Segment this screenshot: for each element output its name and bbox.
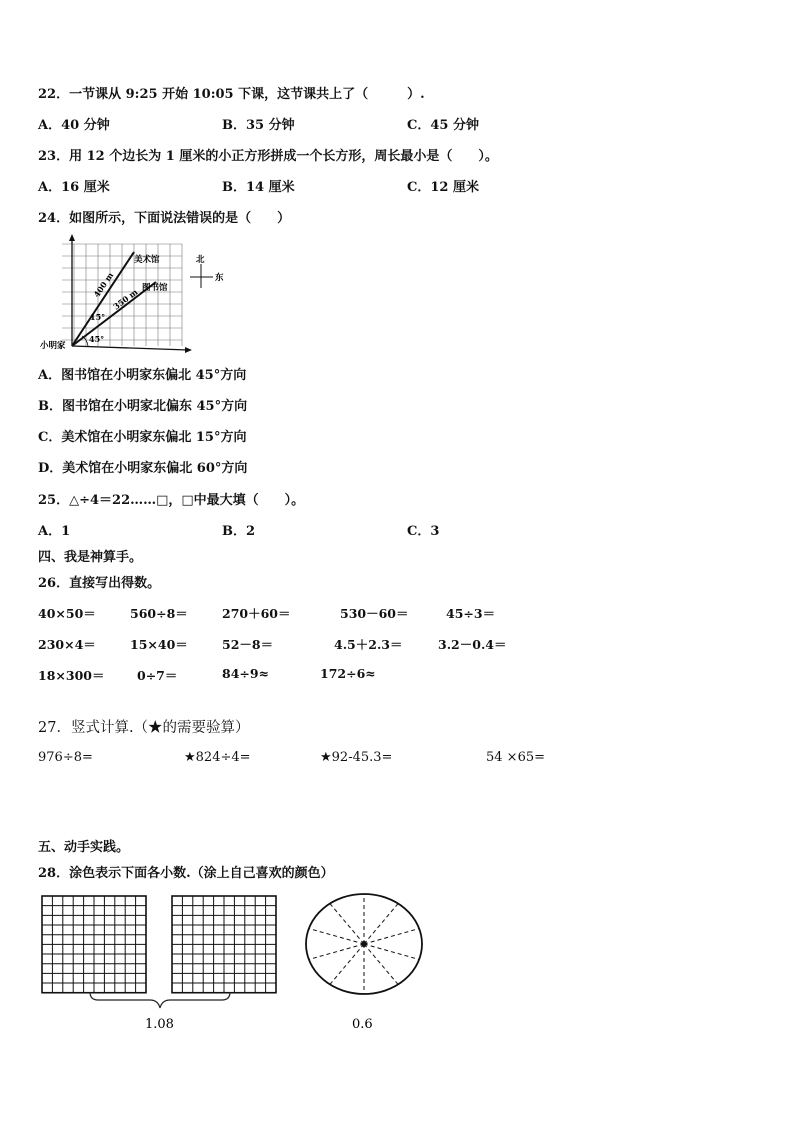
circle-spoke bbox=[364, 944, 419, 959]
museum-label: 美术馆 bbox=[134, 255, 160, 265]
calc-item: 45÷3＝ bbox=[446, 606, 496, 621]
circle-spoke bbox=[330, 944, 364, 984]
vertical-calc-item: 54 ×65= bbox=[486, 750, 546, 765]
compass-north-label: 北 bbox=[196, 255, 205, 265]
library-label: 图书馆 bbox=[142, 283, 168, 293]
angle-arc-large bbox=[86, 340, 88, 346]
calc-item: 15×40＝ bbox=[130, 637, 188, 652]
circle-spoke bbox=[330, 904, 364, 944]
home-label: 小明家 bbox=[40, 341, 66, 351]
brace bbox=[90, 992, 230, 1008]
q23-stem: 23．用 12 个边长为 1 厘米的小正方形拼成一个长方形，周长最小是（ ）。 bbox=[38, 149, 498, 164]
calc-item: 0÷7＝ bbox=[137, 668, 178, 683]
vertical-calc-item: ★92-45.3= bbox=[320, 750, 393, 765]
dist-museum-label: 400 m bbox=[91, 270, 116, 300]
q22-option-b[interactable]: B．35 分钟 bbox=[222, 118, 295, 133]
q25-option-c[interactable]: C．3 bbox=[407, 524, 440, 539]
vertical-calc-item: ★824÷4= bbox=[184, 750, 251, 765]
q25-stem: 25．△÷4＝22……□，□中最大填（ ）。 bbox=[38, 493, 305, 508]
q22-option-c[interactable]: C．45 分钟 bbox=[407, 118, 479, 133]
grid-right[interactable] bbox=[172, 896, 276, 993]
q28-stem: 28．涂色表示下面各小数.（涂上自己喜欢的颜色） bbox=[38, 866, 334, 881]
q24-stem: 24．如图所示，下面说法错误的是（ ） bbox=[38, 211, 291, 226]
calc-item: 560÷8＝ bbox=[130, 606, 188, 621]
vertical-calc-item: 976÷8= bbox=[38, 750, 93, 765]
q27-stem: 27．竖式计算.（★的需要验算） bbox=[38, 720, 250, 736]
q22-option-a[interactable]: A．40 分钟 bbox=[38, 118, 110, 133]
q24-option-b[interactable]: B．图书馆在小明家北偏东 45°方向 bbox=[38, 399, 248, 414]
q23-option-c[interactable]: C．12 厘米 bbox=[407, 180, 479, 195]
q26-stem: 26．直接写出得数。 bbox=[38, 576, 161, 591]
compass-east-label: 东 bbox=[215, 273, 224, 283]
q25-option-a[interactable]: A．1 bbox=[38, 524, 71, 539]
calc-item: 18×300＝ bbox=[38, 668, 105, 683]
q23-option-b[interactable]: B．14 厘米 bbox=[222, 180, 295, 195]
q24-option-a[interactable]: A．图书馆在小明家东偏北 45°方向 bbox=[38, 368, 247, 383]
q24-option-c[interactable]: C．美术馆在小明家东偏北 15°方向 bbox=[38, 430, 247, 445]
grid-left[interactable] bbox=[42, 896, 146, 993]
calc-item: 84÷9≈ bbox=[222, 666, 270, 681]
dist-library-label: 350 m bbox=[111, 286, 140, 312]
q24-option-d[interactable]: D．美术馆在小明家东偏北 60°方向 bbox=[38, 461, 248, 476]
circle-spoke bbox=[309, 929, 364, 944]
circle-value-label: 0.6 bbox=[352, 1017, 373, 1032]
circle-spoke bbox=[309, 944, 364, 959]
circle-spoke bbox=[364, 944, 398, 984]
calc-item: 52－8＝ bbox=[222, 637, 274, 652]
angle-small-label: 15° bbox=[90, 312, 106, 322]
q25-option-b[interactable]: B．2 bbox=[222, 524, 256, 539]
calc-item: 4.5＋2.3＝ bbox=[334, 637, 403, 652]
q28-figures bbox=[38, 892, 438, 1037]
calc-item: 530－60＝ bbox=[340, 606, 409, 621]
calc-item: 270＋60＝ bbox=[222, 606, 291, 621]
grids-value-label: 1.08 bbox=[145, 1017, 174, 1032]
calc-item: 230×4＝ bbox=[38, 637, 96, 652]
section-5-heading: 五、动手实践。 bbox=[38, 840, 130, 855]
calc-item: 172÷6≈ bbox=[320, 666, 376, 681]
hundred-grids bbox=[42, 896, 276, 993]
q24-direction-figure bbox=[38, 232, 238, 360]
q23-option-a[interactable]: A．16 厘米 bbox=[38, 180, 110, 195]
compass-icon bbox=[190, 254, 224, 288]
angle-large-label: 45° bbox=[89, 334, 105, 344]
section-4-heading: 四、我是神算手。 bbox=[38, 550, 143, 565]
calc-item: 3.2－0.4＝ bbox=[438, 637, 507, 652]
pie-circle bbox=[306, 894, 422, 994]
calc-item: 40×50＝ bbox=[38, 606, 96, 621]
q22-stem: 22．一节课从 9:25 开始 10:05 下课，这节课共上了（ ）. bbox=[38, 87, 425, 102]
circle-spoke bbox=[364, 929, 419, 944]
circle-spoke bbox=[364, 904, 398, 944]
